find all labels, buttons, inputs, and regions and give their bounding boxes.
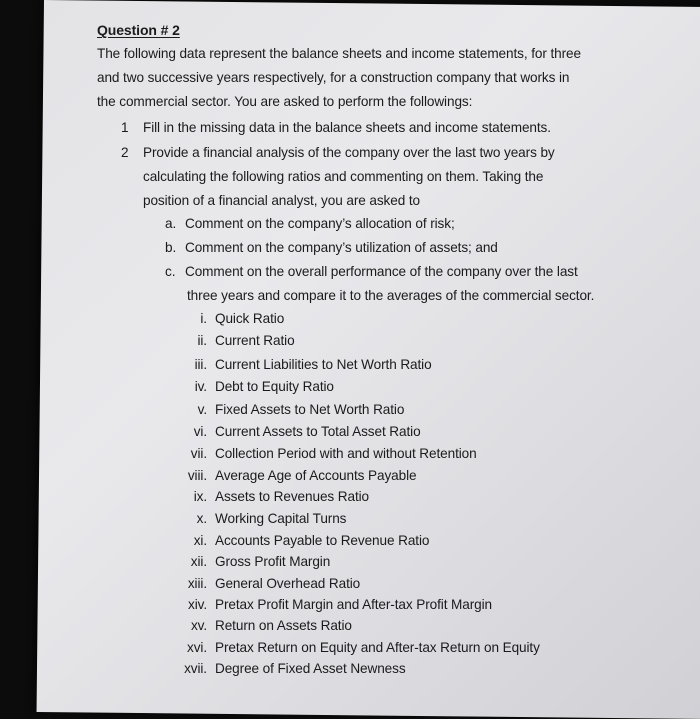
subtask-text: Comment on the company’s utilization of assets; and bbox=[185, 240, 498, 255]
intro-line: and two successive years respectively, for a construction company that works in bbox=[97, 70, 570, 85]
ratio-item bbox=[177, 511, 346, 527]
ratio-numeral: v. bbox=[197, 402, 207, 417]
task-item-2 bbox=[121, 145, 555, 161]
ratio-numeral: xiii. bbox=[187, 576, 207, 591]
ratio-label: Debt to Equity Ratio bbox=[215, 379, 334, 394]
ratio-item bbox=[177, 424, 421, 440]
ratio-numeral: iii. bbox=[194, 357, 207, 372]
ratio-numeral: xi. bbox=[193, 533, 207, 548]
ratio-numeral: vi. bbox=[193, 424, 207, 439]
subtask-text-continued: three years and compare it to the averages of the commercial sector. bbox=[187, 288, 595, 303]
ratio-numeral: xvii. bbox=[184, 661, 207, 676]
ratio-item bbox=[177, 489, 369, 505]
ratio-label: Pretax Return on Equity and After-tax Return on Equity bbox=[215, 640, 540, 655]
ratio-label: Pretax Profit Margin and After-tax Profit Margin bbox=[215, 597, 493, 612]
ratio-item bbox=[177, 379, 334, 395]
ratio-item bbox=[177, 446, 477, 462]
ratio-item bbox=[177, 618, 352, 634]
ratio-label: Gross Profit Margin bbox=[215, 554, 331, 569]
subtask-c bbox=[165, 264, 578, 280]
task-number: 2 bbox=[121, 145, 129, 160]
intro-line: The following data represent the balance sheets and income statements, for three bbox=[97, 46, 581, 61]
intro-line: the commercial sector. You are asked to perform the followings: bbox=[97, 94, 473, 109]
subtask-text: Comment on the company’s allocation of risk; bbox=[185, 216, 455, 231]
ratio-numeral: xiv. bbox=[188, 597, 207, 612]
ratio-label: Current Assets to Total Asset Ratio bbox=[215, 424, 421, 439]
ratio-item bbox=[177, 640, 540, 656]
ratio-item bbox=[177, 402, 404, 418]
ratio-numeral: x. bbox=[196, 511, 207, 526]
ratio-item bbox=[177, 661, 406, 677]
ratio-label: Working Capital Turns bbox=[215, 511, 347, 526]
ratio-item bbox=[177, 576, 360, 592]
subtask-letter: c. bbox=[165, 264, 176, 279]
ratio-numeral: iv. bbox=[194, 379, 207, 394]
subtask-letter: b. bbox=[165, 240, 177, 255]
ratio-label: Quick Ratio bbox=[215, 311, 285, 326]
ratio-label: Degree of Fixed Asset Newness bbox=[215, 661, 406, 676]
ratio-label: Return on Assets Ratio bbox=[215, 618, 352, 633]
ratio-item bbox=[177, 554, 330, 570]
ratio-numeral: viii. bbox=[187, 468, 207, 483]
ratio-numeral: xii. bbox=[190, 554, 207, 569]
subtask-text: Comment on the overall performance of the company over the last bbox=[185, 264, 578, 279]
task-text: Fill in the missing data in the balance sheets and income statements. bbox=[143, 120, 551, 135]
question-document bbox=[97, 0, 657, 700]
ratio-item bbox=[177, 533, 429, 549]
ratio-item bbox=[177, 597, 492, 613]
ratio-label: Collection Period with and without Retention bbox=[215, 446, 477, 461]
ratio-label: Assets to Revenues Ratio bbox=[215, 489, 370, 504]
subtask-a bbox=[165, 216, 455, 232]
ratio-label: Average Age of Accounts Payable bbox=[215, 468, 417, 483]
ratio-numeral: vii. bbox=[190, 446, 207, 461]
ratio-numeral: ix. bbox=[193, 489, 207, 504]
ratio-numeral: xvi. bbox=[187, 640, 207, 655]
ratio-numeral: i. bbox=[200, 311, 207, 326]
ratio-item bbox=[177, 311, 284, 327]
question-title: Question # 2 bbox=[97, 22, 180, 38]
ratio-label: General Overhead Ratio bbox=[215, 576, 361, 591]
ratio-item bbox=[177, 333, 295, 349]
subtask-letter: a. bbox=[165, 216, 177, 231]
ratio-item bbox=[177, 468, 416, 484]
task-text: Provide a financial analysis of the company over the last two years by bbox=[143, 145, 555, 160]
task-number: 1 bbox=[121, 120, 129, 135]
ratio-label: Fixed Assets to Net Worth Ratio bbox=[215, 402, 405, 417]
ratio-label: Current Ratio bbox=[215, 333, 295, 348]
task-item-1 bbox=[121, 120, 551, 136]
ratio-numeral: ii. bbox=[197, 333, 207, 348]
ratio-label: Accounts Payable to Revenue Ratio bbox=[215, 533, 430, 548]
ratio-item bbox=[177, 357, 432, 373]
ratio-label: Current Liabilities to Net Worth Ratio bbox=[215, 357, 432, 372]
task-text-continued: calculating the following ratios and commenting on them. Taking the bbox=[143, 169, 544, 184]
task-text-continued: position of a financial analyst, you are asked to bbox=[143, 193, 420, 208]
ratio-numeral: xv. bbox=[190, 618, 207, 633]
subtask-b bbox=[165, 240, 498, 256]
